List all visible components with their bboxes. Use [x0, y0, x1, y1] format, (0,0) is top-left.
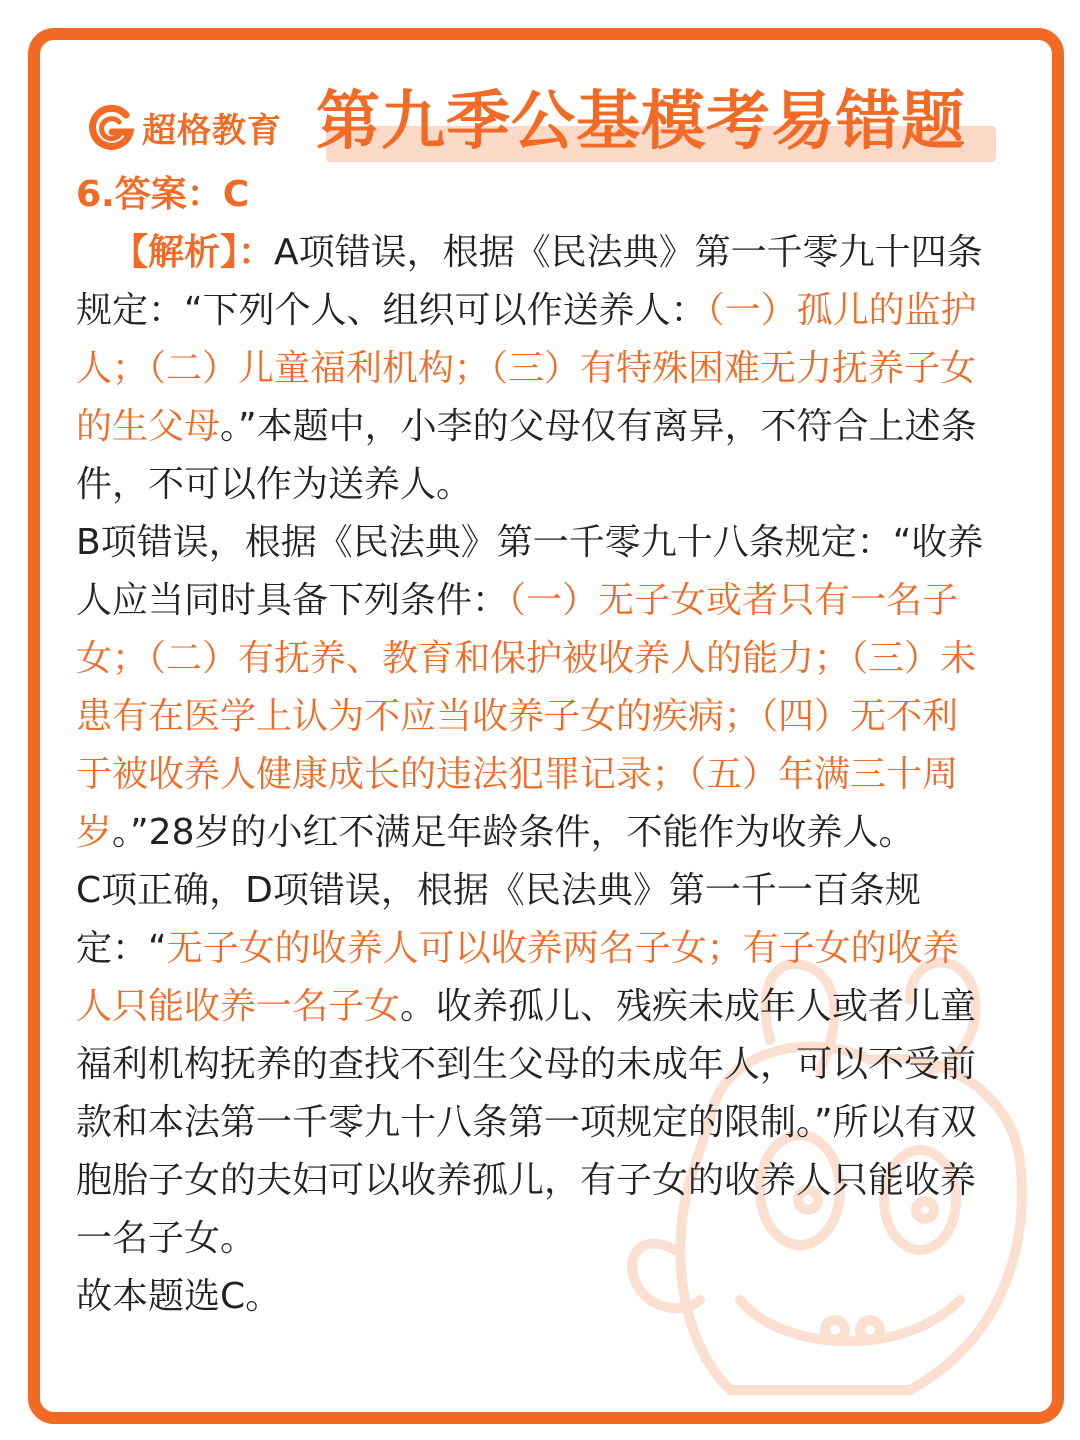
paragraph-c [76, 862, 988, 1268]
paragraph-a-text-2: 。”本题中，小李的父母仅有离异，不符合上述条件，不可以作为送养人。 [76, 406, 977, 505]
content [76, 166, 988, 1326]
paragraph-a-highlight: （一）孤儿的监护人；（二）儿童福利机构；（三）有特殊困难无力抚养子女的生父母 [76, 290, 977, 447]
header [76, 66, 1012, 166]
brand-g-logo-icon [86, 102, 136, 152]
paragraph-b [76, 514, 988, 862]
paragraph-a [76, 224, 988, 514]
paragraph-b-text-1: B项错误，根据《民法典》第一千零九十八条规定：“收养人应当同时具备下列条件： [76, 522, 984, 621]
page-card [28, 28, 1064, 1424]
brand [86, 102, 282, 152]
paragraph-a-text-1: A项错误，根据《民法典》第一千零九十四条规定：“下列个人、组织可以作送养人： [76, 232, 983, 331]
analysis-tag: 【解析】： [112, 232, 275, 273]
paragraph-c-highlight: 无子女的收养人可以收养两名子女；有子女的收养人只能收养一名子女 [76, 928, 959, 1027]
answer-line: 6.答案：C [76, 174, 250, 215]
paragraph-c-text-1: C项正确，D项错误，根据《民法典》第一千一百条规定：“ [76, 870, 921, 969]
paragraph-c-text-2: 。收养孤儿、残疾未成年人或者儿童福利机构抚养的查找不到生父母的未成年人，可以不受前款和本法第一千零九十八条第一项规定的限制。”所以有双胞胎子女的夫妇可以收养孤儿，有子女的收养人只能收养一名子女。 [76, 986, 977, 1259]
paragraph-b-text-2: 。”28岁的小红不满足年龄条件，不能作为收养人。 [112, 812, 915, 853]
brand-name: 超格教育 [142, 110, 282, 151]
paragraph-b-highlight: （一）无子女或者只有一名子女；（二）有抚养、教育和保护被收养人的能力；（三）未患有在医学上认为不应当收养子女的疾病；（四）无不利于被收养人健康成长的违法犯罪记录；（五）年满三十周岁 [76, 580, 977, 853]
conclusion: 故本题选C。 [76, 1276, 282, 1317]
page-title: 第九季公基模考易错题 [316, 85, 966, 159]
title-block [316, 86, 966, 160]
